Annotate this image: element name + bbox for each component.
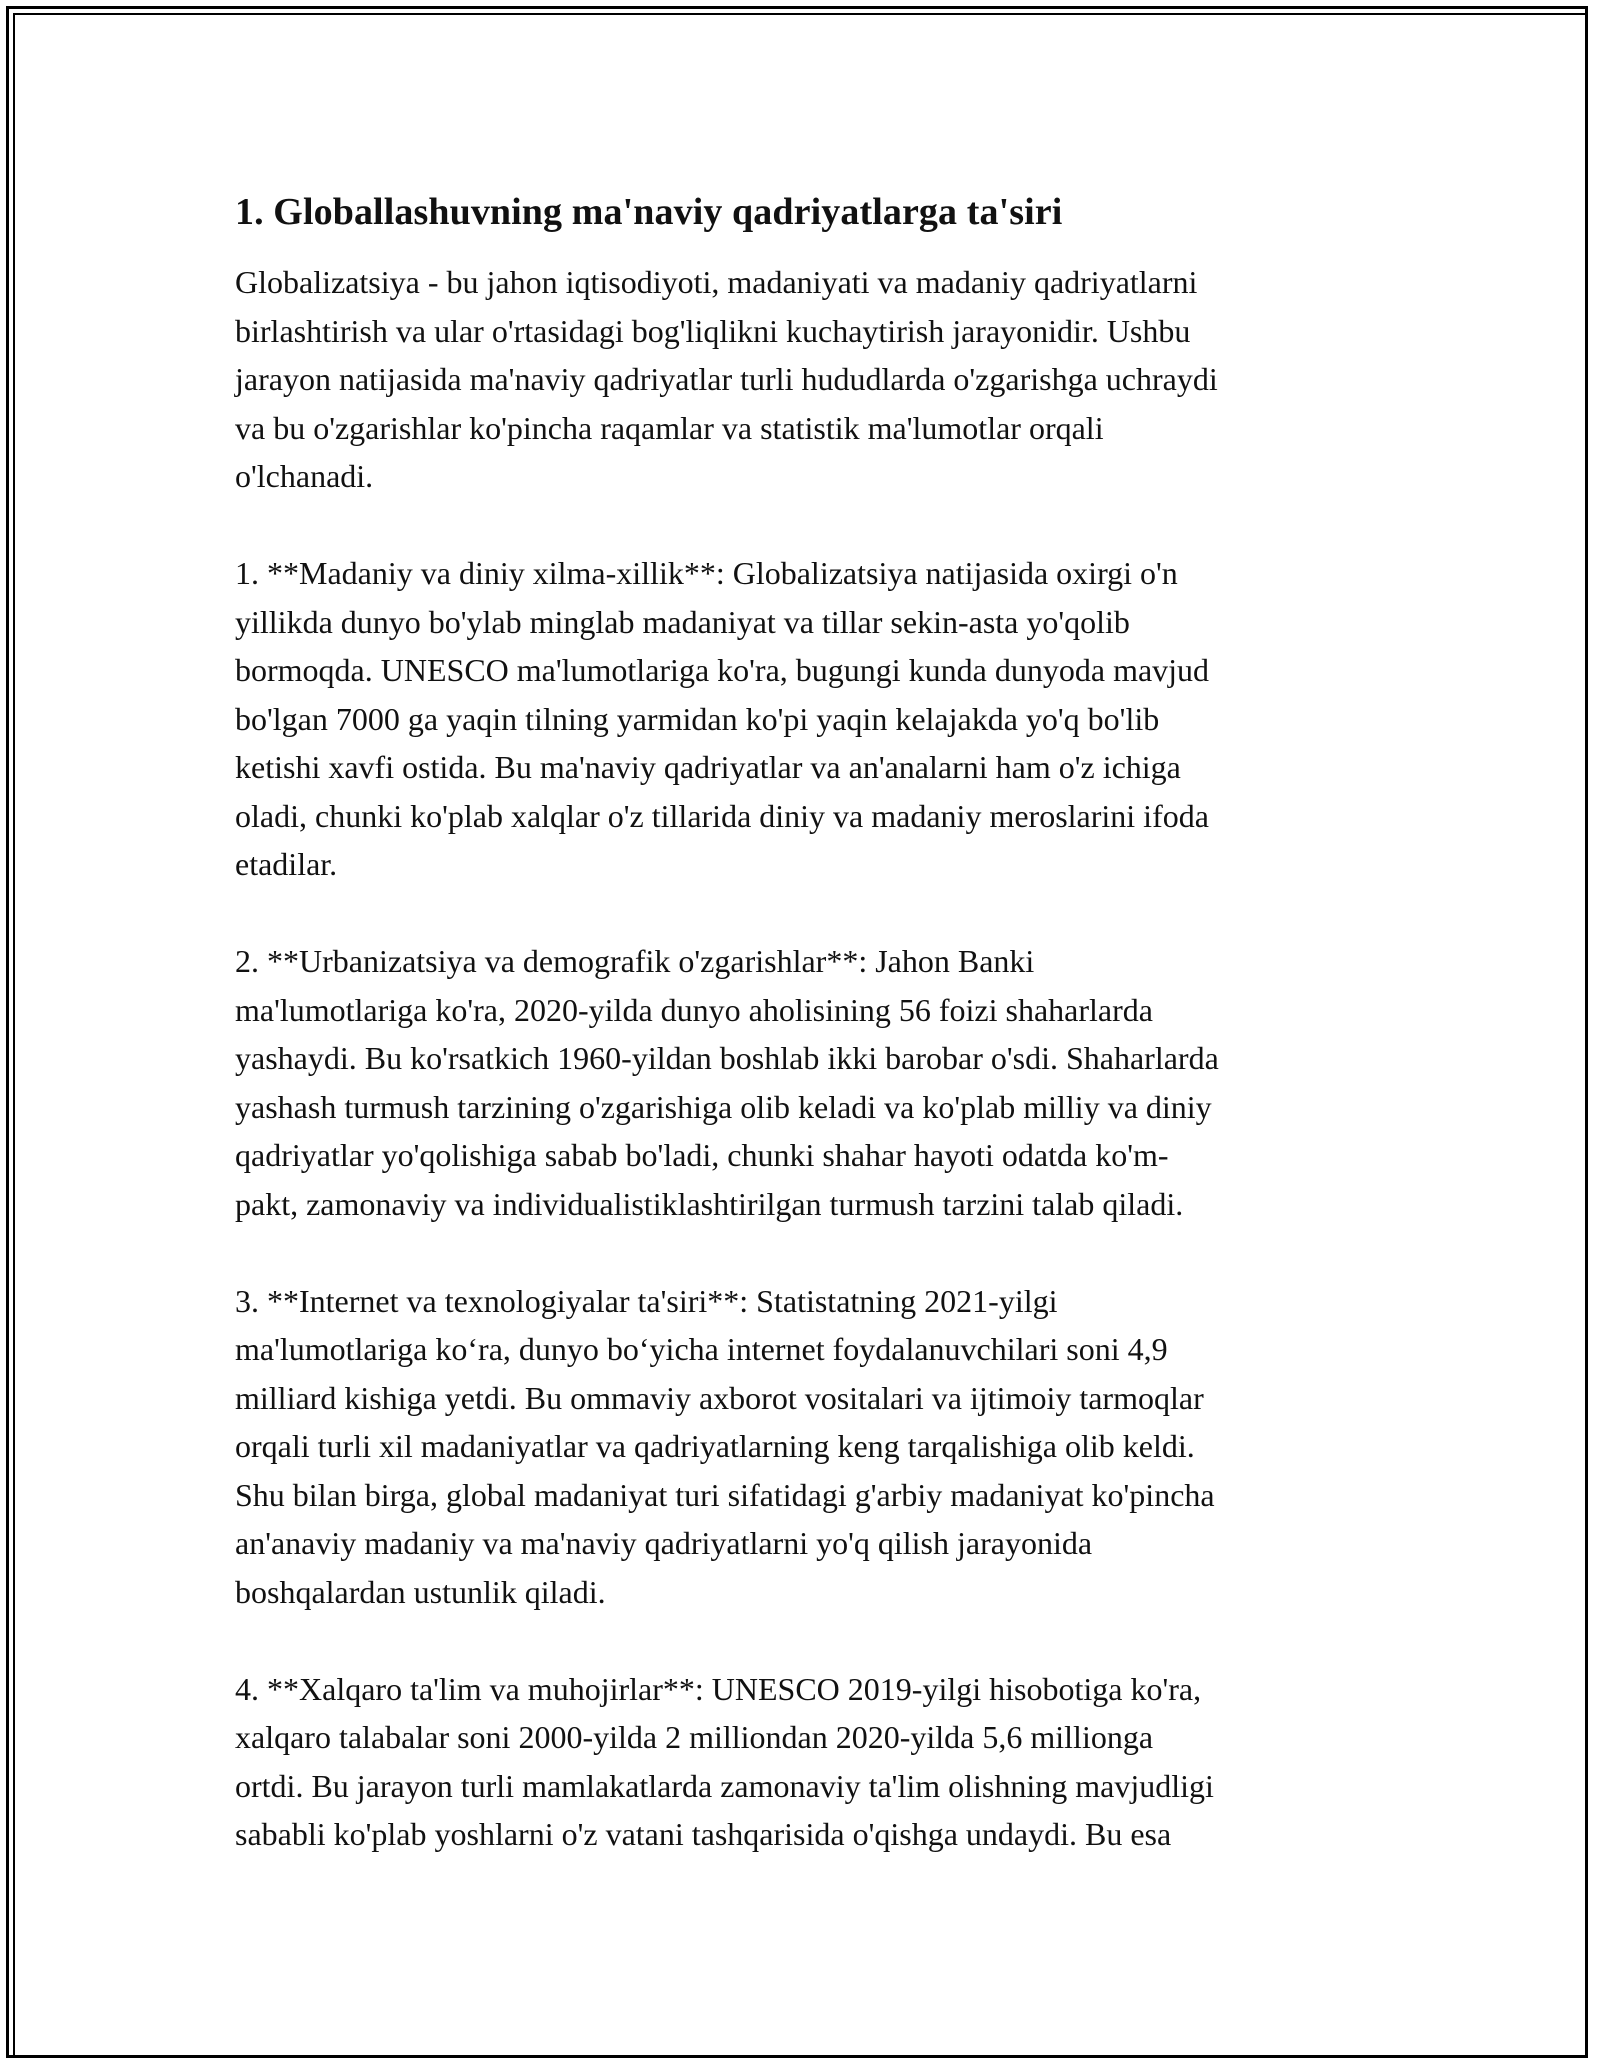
document-body bbox=[235, 186, 1370, 1907]
intro-paragraph: Globalizatsiya - bu jahon iqtisodiyoti, madaniyati va madaniy qadriyatlarni birlashtirish va ular o'rtasidagi bog'liqlikni kuchaytirish jarayonidir. Ushbu jarayon natijasida ma'naviy qadriyatlar turli hududlarda o'zgarishga uchraydi va bu o'zgarishlar ko'pincha raqamlar va statistik ma'lumotlar orqali o'lchanadi. bbox=[235, 264, 1218, 494]
paragraph-urbanization: 2. **Urbanizatsiya va demografik o'zgarishlar**: Jahon Banki ma'lumotlariga ko'ra, 2020-yilda dunyo aholisining 56 foizi shaharlarda yashaydi. Bu ko'rsatkich 1960-yildan boshlab ikki barobar o'sdi. Shaharlarda yashash turmush tarzining o'zgarishiga olib keladi va ko'plab milliy va diniy qadriyatlar yo'qolishiga sabab bo'ladi, chunki shahar hayoti odatda ko'm- pakt, zamonaviy va individualistiklashtirilgan turmush tarzini talab qiladi. bbox=[235, 943, 1219, 1222]
section-heading: 1. Globallashuvning ma'naviy qadriyatlarga ta'siri bbox=[235, 191, 1063, 233]
paragraph-cultural-diversity: 1. **Madaniy va diniy xilma-xillik**: Globalizatsiya natijasida oxirgi o'n yillikda dunyo bo'ylab minglab madaniyat va tillar sekin-asta yo'qolib bormoqda. UNESCO ma'lumotlariga ko'ra, bugungi kunda dunyoda mavjud bo'lgan 7000 ga yaqin tilning yarmidan ko'pi yaqin kelajakda yo'q bo'lib ketishi xavfi ostida. Bu ma'naviy qadriyatlar va an'analarni ham o'z ichiga oladi, chunki ko'plab xalqlar o'z tillarida diniy va madaniy meroslarini ifoda etadilar. bbox=[235, 555, 1210, 882]
paragraph-internet-technology: 3. **Internet va texnologiyalar ta'siri**: Statistatning 2021-yilgi ma'lumotlariga ko‘ra, dunyo bo‘yicha internet foydalanuvchilari soni 4,9 milliard kishiga yetdi. Bu ommaviy axborot vositalari va ijtimoiy tarmoqlar orqali turli xil madaniyatlar va qadriyatlarning keng tarqalishiga olib keldi. Shu bilan birga, global madaniyat turi sifatidagi g'arbiy madaniyat ko'pincha an'anaviy madaniy va ma'naviy qadriyatlarni yo'q qilish jarayonida boshqalardan ustunlik qiladi. bbox=[235, 1282, 1215, 1610]
paragraph-international-education: 4. **Xalqaro ta'lim va muhojirlar**: UNESCO 2019-yilgi hisobotiga ko'ra, xalqaro talabalar soni 2000-yilda 2 milliondan 2020-yilda 5,6 millionga ortdi. Bu jarayon turli mamlakatlarda zamonaviy ta'lim olishning mavjudligi sababli ko'plab yoshlarni o'z vatani tashqarisida o'qishga undaydi. Bu esa bbox=[235, 1670, 1214, 1852]
